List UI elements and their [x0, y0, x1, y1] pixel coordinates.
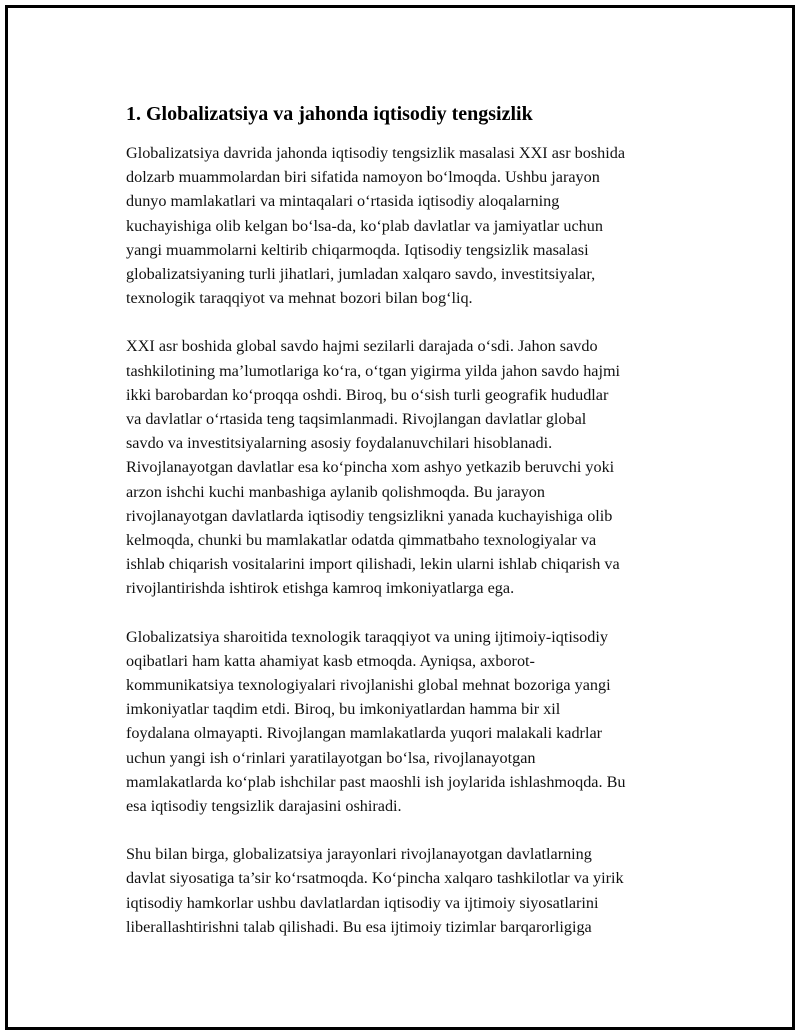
paragraph	[126, 842, 701, 939]
paragraph-line: rivojlantirishda ishtirok etishga kamroq imkoniyatlarga ega.	[126, 579, 515, 598]
paragraph-line: davlat siyosatiga ta’sir ko‘rsatmoqda. Ko‘pincha xalqaro tashkilotlar va yirik	[126, 869, 624, 888]
paragraph-line: Shu bilan birga, globalizatsiya jarayonlari rivojlanayotgan davlatlarning	[126, 845, 592, 864]
section-heading: 1. Globalizatsiya va jahonda iqtisodiy tengsizlik	[126, 103, 533, 125]
paragraph-line: XXI asr boshida global savdo hajmi sezilarli darajada o‘sdi. Jahon savdo	[126, 337, 598, 356]
paragraph	[126, 625, 701, 819]
paragraph-line: texnologik taraqqiyot va mehnat bozori bilan bog‘liq.	[126, 289, 473, 308]
paragraph-line: ishlab chiqarish vositalarini import qilishadi, lekin ularni ishlab chiqarish va	[126, 555, 620, 574]
paragraph-line: imkoniyatlar taqdim etdi. Biroq, bu imkoniyatlardan hamma bir xil	[126, 700, 561, 719]
paragraphs	[126, 141, 701, 939]
paragraph-line: mamlakatlarda ko‘plab ishchilar past maoshli ish joylarida ishlashmoqda. Bu	[126, 772, 626, 791]
paragraph-line: foydalana olmayapti. Rivojlangan mamlakatlarda yuqori malakali kadrlar	[126, 724, 603, 743]
paragraph-line: liberallashtirishni talab qilishadi. Bu esa ijtimoiy tizimlar barqarorligiga	[126, 917, 592, 936]
paragraph-line: kelmoqda, chunki bu mamlakatlar odatda qimmatbaho texnologiyalar va	[126, 531, 597, 550]
paragraph-line: dunyo mamlakatlari va mintaqalari o‘rtasida iqtisodiy aloqalarning	[126, 192, 560, 211]
paragraph-line: uchun yangi ish o‘rinlari yaratilayotgan bo‘lsa, rivojlanayotgan	[126, 748, 536, 767]
paragraph-line: tashkilotining ma’lumotlariga ko‘ra, o‘tgan yigirma yilda jahon savdo hajmi	[126, 361, 621, 380]
paragraph-line: Rivojlanayotgan davlatlar esa ko‘pincha xom ashyo yetkazib beruvchi yoki	[126, 458, 615, 477]
paragraph-line: kommunikatsiya texnologiyalari rivojlanishi global mehnat bozoriga yangi	[126, 676, 611, 695]
paragraph-line: rivojlanayotgan davlatlarda iqtisodiy tengsizlikni yanada kuchayishiga olib	[126, 506, 613, 525]
paragraph	[126, 334, 701, 600]
paragraph-line: ikki barobardan ko‘proqqa oshdi. Biroq, bu o‘sish turli geografik hududlar	[126, 385, 609, 404]
paragraph-line: yangi muammolarni keltirib chiqarmoqda. Iqtisodiy tengsizlik masalasi	[126, 240, 589, 259]
paragraph-line: dolzarb muammolardan biri sifatida namoyon bo‘lmoqda. Ushbu jarayon	[126, 168, 600, 187]
paragraph-line: esa iqtisodiy tengsizlik darajasini oshiradi.	[126, 797, 402, 816]
paragraph-line: va davlatlar o‘rtasida teng taqsimlanmadi. Rivojlangan davlatlar global	[126, 410, 587, 429]
paragraph-line: arzon ishchi kuchi manbashiga aylanib qolishmoqda. Bu jarayon	[126, 482, 545, 501]
paragraph-line: oqibatlari ham katta ahamiyat kasb etmoqda. Ayniqsa, axborot-	[126, 651, 535, 670]
paragraph-line: kuchayishiga olib kelgan bo‘lsa-da, ko‘plab davlatlar va jamiyatlar uchun	[126, 216, 603, 235]
paragraph-line: globalizatsiyaning turli jihatlari, jumladan xalqaro savdo, investitsiyalar,	[126, 265, 596, 284]
paragraph-line: Globalizatsiya davrida jahonda iqtisodiy tengsizlik masalasi XXI asr boshida	[126, 144, 625, 162]
paragraph-line: iqtisodiy hamkorlar ushbu davlatlardan iqtisodiy va ijtimoiy siyosatlarini	[126, 893, 599, 912]
paragraph	[126, 141, 701, 310]
page-frame	[5, 5, 795, 1030]
document-body	[126, 101, 701, 963]
paragraph-line: Globalizatsiya sharoitida texnologik taraqqiyot va uning ijtimoiy-iqtisodiy	[126, 627, 608, 646]
paragraph-line: savdo va investitsiyalarning asosiy foydalanuvchilari hisoblanadi.	[126, 434, 553, 453]
